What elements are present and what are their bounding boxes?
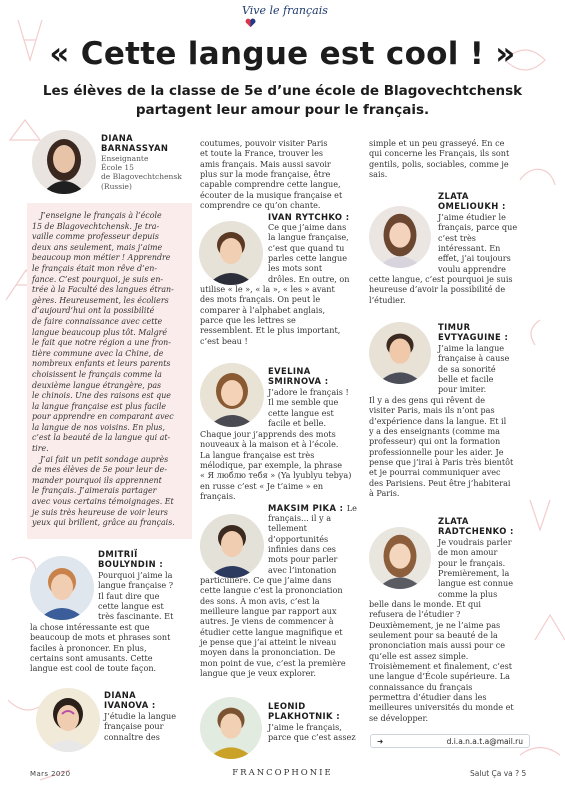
- text-line: permettra d’étudier dans les: [369, 692, 487, 703]
- text-line: c’est que quand tu: [268, 242, 345, 253]
- intro-line: la langue de nos voisins. En plus,: [32, 422, 165, 432]
- intro-line: deux ans seulement, mais j’aime: [32, 242, 163, 252]
- text-line: gentils, polis, sociables, comme je: [369, 158, 509, 169]
- text-line: et je pourrai communiquer avec: [369, 467, 501, 478]
- teacher-role-line: de Blagovechtchensk: [101, 172, 182, 182]
- intro-line: je suis très heureuse de voir leurs: [32, 507, 168, 517]
- text-line: Ce que j’aime dans: [268, 222, 347, 232]
- footer-page: Salut Ça va ? 5: [470, 769, 527, 778]
- text-line: J’aime le français,: [268, 722, 342, 732]
- text-line: utilise « le », « la », « les » avant: [200, 284, 335, 294]
- text-line: d’opportunités: [268, 533, 329, 544]
- text-line: mon point de vue, c’est la première: [200, 657, 346, 668]
- intro-line: J’ai fait un petit sondage auprès: [40, 454, 169, 464]
- timur-name-line-1: TIMUR: [438, 322, 471, 332]
- diana-ivanova-photo: [36, 688, 100, 752]
- intro-line: nombreux enfants et leurs parents: [32, 359, 171, 369]
- article-title: « Cette langue est cool ! »: [49, 36, 516, 72]
- text-line: J’adore le français !: [268, 387, 349, 397]
- diana-ivanova-name-line-1: DIANA: [104, 690, 137, 700]
- intro-line: d’aujourd’hui ont la possibilité: [32, 306, 155, 316]
- text-line: simple et un peu grasseyé. En ce: [369, 138, 505, 148]
- leonid-name-line-2: PLAKHOTNIK :: [268, 711, 340, 721]
- logo-text: Vive le français: [242, 4, 328, 17]
- intro-line: de faire connaissance avec cette: [32, 316, 163, 326]
- teacher-intro-text: [32, 211, 192, 529]
- zlata-omelioukh-name: [438, 191, 506, 211]
- footer-magazine: FRANCOPHONIE: [232, 768, 333, 778]
- leonid-name: [268, 701, 340, 721]
- text-line: pense que j’irai à Paris très bientôt: [369, 457, 514, 468]
- footer-date: Mars 2020: [30, 770, 71, 778]
- text-line: infinies dans ces: [268, 544, 336, 555]
- diana-ivanova-name: [104, 690, 156, 710]
- text-line: les mots sont: [268, 263, 323, 274]
- intro-line: pour apprendre en comparant avec: [32, 412, 174, 422]
- text-line: heureuse d’avoir la possibilité de: [369, 284, 506, 295]
- text-line: mots pour parler: [268, 554, 338, 565]
- text-line: se développer.: [369, 712, 429, 723]
- text-line: de mon amour: [438, 547, 498, 558]
- text-line: y a des enseignants (comme ma: [369, 426, 500, 437]
- text-line: parce que c’est assez: [268, 732, 356, 743]
- ivan-text-continued: [200, 284, 368, 346]
- text-line: ressemblent. Et le plus important,: [200, 325, 341, 336]
- text-line: effet, j’ai toujours: [438, 253, 511, 264]
- text-line: langue française ?: [98, 580, 174, 591]
- dmitrii-text-continued: [30, 622, 198, 674]
- intro-line: le chinois. Une des raisons est que: [32, 391, 171, 401]
- teacher-role-line: (Russie): [101, 181, 132, 191]
- intro-line: tire.: [32, 444, 49, 454]
- timur-text: [438, 343, 536, 395]
- text-line: Premièrement, la: [438, 568, 510, 579]
- text-line: langue est cool de toute façon.: [30, 663, 157, 674]
- text-line: d’expérience dans la langue. Et il: [369, 415, 507, 426]
- text-line: plus sur la mode française, être: [200, 169, 331, 180]
- intro-line: J’enseigne le français à l’école: [40, 211, 162, 220]
- intro-line: le fait que notre région a une fron-: [32, 338, 171, 348]
- teacher-role-line: Enseignante: [101, 154, 149, 163]
- text-line: cette langue est: [98, 601, 164, 612]
- text-line: tellement: [268, 523, 307, 534]
- dmitrii-name-line-1: DMITRIÏ: [98, 549, 138, 559]
- text-line: capable comprendre cette langue,: [200, 179, 341, 190]
- diana-ivanova-text: [104, 711, 196, 742]
- text-line: particulière. Ce que j’aime dans: [200, 575, 332, 585]
- text-line: Pourquoi j’aime la: [98, 570, 173, 580]
- text-line: parles cette langue: [268, 253, 347, 264]
- text-line: langue est connue: [438, 578, 513, 589]
- text-line: Troisièmement et finalement, c’est: [369, 661, 513, 672]
- text-line: cette langue, c’est pourquoi je suis: [369, 274, 513, 284]
- text-line: qu’elle est assez simple.: [369, 650, 469, 661]
- text-line: amis français. Mais aussi savoir: [200, 158, 331, 169]
- evelina-text: [268, 387, 368, 428]
- text-line: française à cause: [438, 353, 510, 364]
- text-line: Il faut dire que: [98, 590, 160, 601]
- intro-line: le français. J’aimerais partager: [32, 486, 157, 496]
- text-line: Il me semble que: [268, 397, 339, 408]
- text-line: en russe c’est « Je t’aime » en: [200, 480, 324, 491]
- teacher-role: [101, 154, 182, 191]
- text-line: des sons. À mon avis, c’est la: [200, 595, 320, 606]
- text-line: J’aime la langue: [438, 343, 505, 353]
- text-line: c’est très: [438, 232, 476, 243]
- maksim-text-continued: [200, 575, 368, 678]
- maksim-photo: [200, 514, 264, 578]
- intro-line: avec vous certains témoignages. Et: [32, 497, 174, 507]
- article-subtitle: [30, 82, 535, 120]
- col3-continued-text: [369, 138, 534, 179]
- zlata-omelioukh-text-continued: [369, 274, 537, 305]
- evelina-name-line-1: EVELINA: [268, 366, 311, 376]
- text-line: très fascinante. Et: [98, 611, 174, 622]
- timur-name: [438, 322, 508, 342]
- text-line: français... il y a: [268, 513, 332, 523]
- brand-logo: [242, 4, 332, 24]
- subtitle-line-2: partagent leur amour pour le français.: [135, 102, 430, 118]
- text-line: une langue d’École supérieure. La: [369, 671, 510, 682]
- text-line: J’aime étudier le: [438, 212, 506, 222]
- evelina-name-line-2: SMIRNOVA :: [268, 376, 329, 386]
- text-line: de sa sonorité: [438, 363, 496, 374]
- dmitrii-name: [98, 549, 163, 569]
- text-line: coutumes, pouvoir visiter Paris: [200, 138, 328, 148]
- zlata-radtchenko-photo: [369, 527, 431, 589]
- text-line: beaucoup de mots et phrases sont: [30, 632, 171, 643]
- text-line: visiter Paris, mais ils n’ont pas: [369, 405, 495, 416]
- text-line: autres. Je viens de commencer à: [200, 616, 334, 627]
- maksim-name-text: MAKSIM PIKA :: [268, 503, 344, 513]
- text-line: professeur) qui ont la formation: [369, 436, 501, 447]
- intro-line: le français était mon rêve d’en-: [32, 263, 158, 273]
- intro-line: vaille comme professeur depuis: [32, 232, 159, 242]
- text-line: pour le français.: [438, 557, 506, 568]
- text-line: des Parisiens. Peut être j’habiterai: [369, 477, 511, 488]
- text-line: la langue française,: [268, 232, 349, 243]
- maksim-name: [268, 503, 357, 513]
- text-line: « Я люблю тебя » (Ya lyublyu tebya): [200, 470, 352, 481]
- zlata-radtchenko-text-continued: [369, 599, 537, 723]
- text-line: langue que je veux explorer.: [200, 668, 316, 679]
- intro-line: choisissent le français comme la: [32, 369, 162, 379]
- zlata-radtchenko-name-line-2: RADTCHENKO :: [438, 526, 514, 536]
- text-line: belle et facile: [438, 374, 494, 385]
- teacher-name: [101, 133, 168, 153]
- text-line: écouter de la musique française et: [200, 189, 343, 200]
- text-line: française pour: [104, 721, 164, 732]
- teacher-photo: [32, 130, 96, 194]
- email-text: d.i.a.n.a.t.a@mail.ru: [446, 737, 523, 746]
- timur-photo: [369, 322, 431, 384]
- intro-line: tière commune avec la Chine, de: [32, 348, 164, 358]
- intro-line: la langue française est plus facile: [32, 401, 167, 411]
- intro-line: mander pourquoi ils apprennent: [32, 475, 162, 485]
- text-line: Je voudrais parler: [438, 537, 512, 547]
- diana-ivanova-name-line-2: IVANOVA :: [104, 700, 156, 710]
- arrow-icon: ➜: [377, 737, 384, 746]
- text-line: facile et belle.: [268, 418, 327, 429]
- intro-line: trée à la Faculté des langues étran-: [32, 285, 174, 295]
- text-line: qui concerne les Français, ils sont: [369, 148, 510, 159]
- evelina-text-continued: [200, 429, 368, 501]
- intro-line: langue beaucoup plus tôt. Malgré: [32, 327, 168, 337]
- text-line: belle dans le monde. Et qui: [369, 599, 482, 609]
- text-line: français.: [200, 491, 236, 502]
- maksim-text: [268, 513, 368, 575]
- text-line: Il y a des gens qui rêvent de: [369, 395, 486, 405]
- text-line: refusera de l’étudier ?: [369, 609, 461, 620]
- text-line: drôles. En outre, on: [268, 273, 350, 284]
- evelina-name: [268, 366, 329, 386]
- text-line: cette langue c’est la prononciation: [200, 585, 343, 596]
- text-line: intéressant. En: [438, 243, 501, 254]
- col2-continued-text: [200, 138, 365, 210]
- evelina-photo: [200, 363, 264, 427]
- text-line: comparer à l’alphabet anglais,: [200, 304, 326, 315]
- zlata-omelioukh-photo: [369, 206, 431, 268]
- text-line: comprendre ce qu’on chante.: [200, 200, 321, 211]
- zlata-radtchenko-text: [438, 537, 536, 599]
- intro-line: yeux qui brillent, grâce au français.: [32, 518, 175, 528]
- teacher-name-line-1: DIANA: [101, 133, 134, 143]
- text-line: français, parce que: [438, 222, 518, 233]
- intro-line: beaucoup mon métier ! Apprendre: [32, 253, 171, 263]
- text-line: prononciation mais aussi pour ce: [369, 640, 506, 651]
- text-line: Chaque jour j’apprends des mots: [200, 429, 336, 439]
- text-line: Deuxièmement, je ne l’aime pas: [369, 619, 501, 630]
- text-line: l’étudier.: [369, 294, 406, 305]
- teacher-role-line: École 15: [101, 163, 134, 173]
- dmitrii-text: [98, 570, 198, 622]
- intro-line: deuxième langue étrangère, pas: [32, 380, 162, 390]
- zlata-omelioukh-name-line-1: ZLATA: [438, 191, 469, 201]
- text-line: professionnelle pour les aider. Je: [369, 446, 504, 457]
- text-line: sais.: [369, 169, 388, 180]
- text-line: meilleures universités du monde et: [369, 702, 514, 713]
- text-line: La langue française est très: [200, 449, 315, 460]
- zlata-radtchenko-name-line-1: ZLATA: [438, 516, 469, 526]
- contact-email[interactable]: [370, 734, 530, 748]
- text-line: comme la plus: [438, 588, 498, 599]
- text-line: à Paris.: [369, 488, 400, 499]
- text-line: je pense que j’ai atteint le niveau: [200, 637, 337, 648]
- text-line: et toute la France, trouver les: [200, 148, 324, 159]
- text-line: des mots français. On peut le: [200, 294, 321, 305]
- intro-line: c’est la beauté de la langue qui at-: [32, 433, 171, 443]
- text-line: mélodique, par exemple, la phrase: [200, 460, 343, 471]
- ivan-text: [268, 222, 368, 284]
- dmitrii-photo: [30, 556, 94, 620]
- leonid-photo: [200, 697, 262, 759]
- text-line: connaître des: [104, 731, 160, 742]
- dmitrii-name-line-2: BOULYNDIN :: [98, 559, 164, 569]
- leonid-text: [268, 722, 368, 743]
- text-line: parce que les lettres se: [200, 315, 296, 326]
- text-line: c’est beau !: [200, 335, 248, 346]
- timur-text-continued: [369, 395, 537, 498]
- intro-line: fance. C’est pourquoi, je suis en-: [32, 274, 164, 284]
- timur-name-line-2: EVTYAGUINE :: [438, 332, 509, 342]
- intro-line: de mes élèves de 5e pour leur de-: [32, 465, 168, 475]
- teacher-name-line-2: BARNASSYAN: [101, 143, 169, 153]
- text-line: pour imiter.: [438, 384, 487, 395]
- text-line: étudier cette langue magnifique et: [200, 626, 343, 637]
- zlata-omelioukh-text: [438, 212, 536, 274]
- text-line: nouveaux à la maison et à l’école.: [200, 439, 339, 450]
- text-line: Le: [346, 503, 357, 513]
- text-line: la chose intéressante est que: [30, 622, 150, 632]
- text-line: avec l’intonation: [268, 564, 337, 575]
- text-line: meilleure langue par rapport aux: [200, 606, 337, 617]
- text-line: connaissance du français: [369, 681, 473, 692]
- ivan-photo: [199, 221, 263, 285]
- text-line: faciles à prononcer. En plus,: [30, 642, 147, 653]
- subtitle-line-1: Les élèves de la classe de 5e d’une école de Blagovechtchensk: [42, 83, 523, 99]
- text-line: certains sont amusants. Cette: [30, 653, 153, 664]
- text-line: seulement pour sa beauté de la: [369, 630, 498, 641]
- text-line: voulu apprendre: [438, 263, 506, 274]
- leonid-name-line-1: LEONID: [268, 701, 306, 711]
- intro-line: gères. Heureusement, les écoliers: [32, 295, 169, 305]
- zlata-omelioukh-name-line-2: OMELIOUKH :: [438, 201, 506, 211]
- text-line: cette langue est: [268, 407, 334, 418]
- text-line: moyen dans la prononciation. De: [200, 647, 336, 658]
- intro-line: 15 de Blagovechtchensk. Je tra-: [32, 221, 160, 231]
- text-line: J’étudie la langue: [104, 711, 177, 721]
- heart-icon: [245, 18, 256, 28]
- zlata-radtchenko-name: [438, 516, 514, 536]
- ivan-name: IVAN RYTCHKO :: [268, 212, 350, 222]
